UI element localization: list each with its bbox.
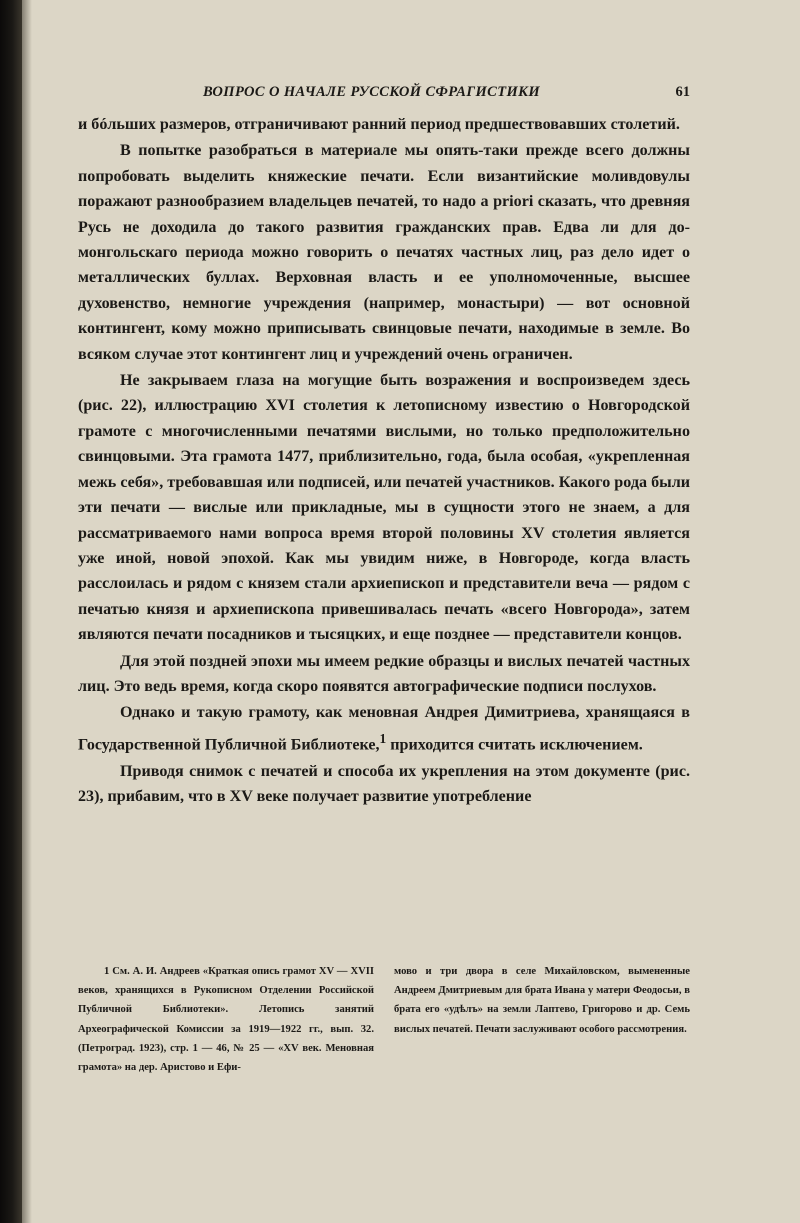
paragraph-6: Приводя снимок с печатей и способа их укрепления на этом документе (рис. 23), прибавим, что в XV веке получает развитие употребление [78,762,690,805]
footnote-marker: 1 [379,730,387,746]
paragraph-4: Для этой поздней эпохи мы имеем редкие образцы и вислых печатей частных лиц. Это ведь время, когда скоро появятся автографические подписи послухов. [78,652,690,695]
book-page [78,80,690,1074]
paragraph-5-text-after: приходится считать исключением. [386,736,643,754]
footnotes [78,962,690,1077]
footnote-left-column: 1 См. А. И. Андреев «Краткая опись грамот XV — XVII веков, хранящихся в Рукописном Отделении Российской Публичной Библиотеки». Летопись занятий Археографической Комиссии за 1919—1922 гг., вып. 32. (Петроград. 1923), стр. 1 — 46, № 25 — «XV век. Меновная грамота» на дер. Аристово и Ефи- [78,966,374,1074]
footnote-right-column: мово и три двора в селе Михайловском, вымененные Андреем Дмитриевым для брата Ивана у матери Феодосьи, в брата его «удѣлъ» на земли Лаптево, Григорово и др. Семь вислых печатей. Печати заслуживают особого рассмотрения. [394,966,690,1035]
paragraph-5-text-before: Однако и такую грамоту, как меновная Андрея Димитриева, хранящаяся в Государственной Публичной Библиотеке, [78,704,690,754]
paragraph-2: В попытке разобраться в материале мы опять-таки прежде всего должны попробовать выделить княжеские печати. Если византийские моливдовулы поражают разнообразием владельцев печатей, то надо a priori сказать, что древняя Русь не доходила до такого развития гражданских прав. Едва ли для до-монгольскаго периода можно говорить о печатях частных лиц, раз дело идет о металлических буллах. Верховная власть и ее уполномоченные, высшее духовенство, немногие учреждения (например, монастыри) — вот основной контингент, кому можно приписывать свинцовые печати, находимые в земле. Во всяком случае этот контингент лиц и учреждений очень ограничен. [78,142,690,363]
paragraph-5 [78,700,690,757]
running-title: ВОПРОС О НАЧАЛЕ РУССКОЙ СФРАГИСТИКИ [203,84,541,100]
paragraph-3: Не закрываем глаза на могущие быть возражения и воспроизведем здесь (рис. 22), иллюстрацию XVI столетия к летописному известию о Новгородской грамоте с многочисленными печатями вислыми, но только предположительно свинцовыми. Эта грамота 1477, приблизительно, года, была особая, «укрепленная межь себя», требовавшая или подписей, или печатей участников. Какого рода были эти печати — вислые или прикладные, мы в сущности этого не знаем, а для рассматриваемого нами вопроса время второй половины XV столетия является уже иной, новой эпохой. Как мы увидим ниже, в Новгороде, когда власть расслоилась и рядом с князем стали архиепископ и представители веча — рядом с печатью князя и архиепископа привешивалась печать «всего Новгорода», затем являются печати посадников и тысяцких, и еще позднее — представители концов. [78,372,690,644]
gutter-gradient [22,0,32,1223]
book-spine-shadow [0,0,22,1223]
running-header [78,80,690,112]
paragraph-1: и бóльших размеров, отграничивают ранний период предшествовавших столетий. [78,116,680,133]
page-number: 61 [675,84,690,100]
body-text [78,112,690,809]
